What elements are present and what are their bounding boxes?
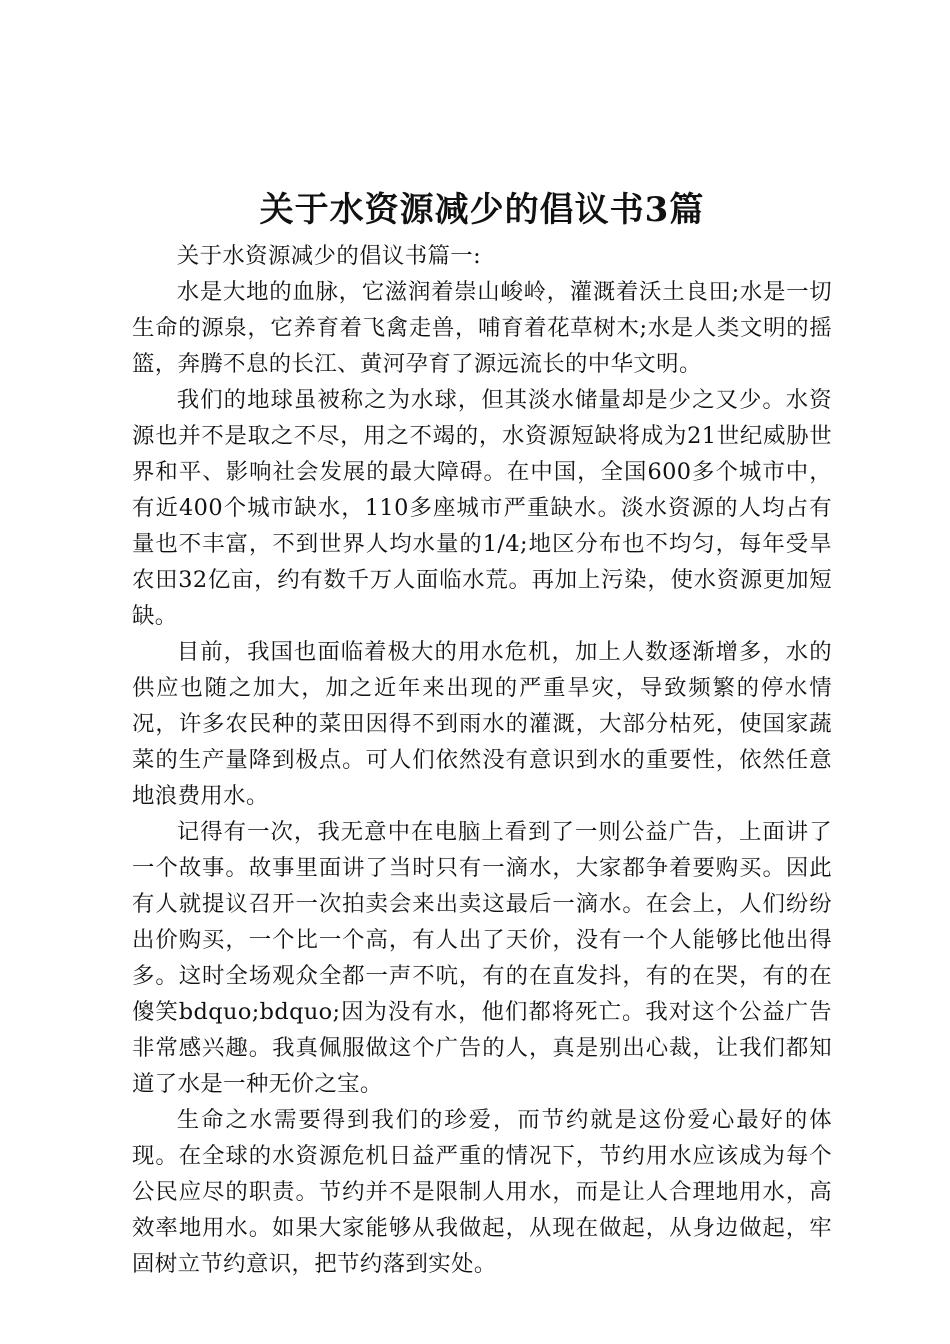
body-paragraph-3: 目前，我国也面临着极大的用水危机，加上人数逐渐增多，水的供应也随之加大，加之近年来出现的严重旱灾，导致频繁的停水情况，许多农民种的菜田因得不到雨水的灌溉，大部分枯死，使国家蔬菜的生产量降到极点。可人们依然没有意识到水的重要性，依然任意地浪费用水。: [132, 639, 832, 809]
body-paragraph-5: 生命之水需要得到我们的珍爱，而节约就是这份爱心最好的体现。在全球的水资源危机日益严重的情况下，节约用水应该成为每个公民应尽的职责。节约并不是限制人用水，而是让人合理地用水，高效率地用水。如果大家能够从我做起，从现在做起，从身边做起，牢固树立节约意识，把节约落到实处。: [132, 1107, 832, 1277]
body-paragraph-4: 记得有一次，我无意中在电脑上看到了一则公益广告，上面讲了一个故事。故事里面讲了当时只有一滴水，大家都争着要购买。因此有人就提议召开一次拍卖会来出卖这最后一滴水。在会上，人们纷纷出价购买，一个比一个高，有人出了天价，没有一个人能够比他出得多。这时全场观众全都一声不吭，有的在直发抖，有的在哭，有的在傻笑bdquo;bdquo;因为没有水，他们都将死亡。我对这个公益广告非常感兴趣。我真佩服做这个广告的人，真是别出心裁，让我们都知道了水是一种无价之宝。: [132, 819, 832, 1097]
document-title: 关于水资源减少的倡议书3篇: [259, 190, 705, 230]
body-paragraph-1: 水是大地的血脉，它滋润着崇山峻岭，灌溉着沃土良田;水是一切生命的源泉，它养育着飞禽走兽，哺育着花草树木;水是人类文明的摇篮，奔腾不息的长江、黄河孕育了源远流长的中华文明。: [132, 279, 832, 377]
body-paragraph-2: 我们的地球虽被称之为水球，但其淡水储量却是少之又少。水资源也并不是取之不尽，用之不竭的，水资源短缺将成为21世纪威胁世界和平、影响社会发展的最大障碍。在中国，全国600多个城市中，有近400个城市缺水，110多座城市严重缺水。淡水资源的人均占有量也不丰富，不到世界人均水量的1/4;地区分布也不均匀，每年受旱农田32亿亩，约有数千万人面临水荒。再加上污染，使水资源更加短缺。: [132, 387, 832, 629]
document-page: [132, 188, 832, 1282]
subtitle-paragraph: 关于水资源减少的倡议书篇一:: [176, 243, 482, 269]
